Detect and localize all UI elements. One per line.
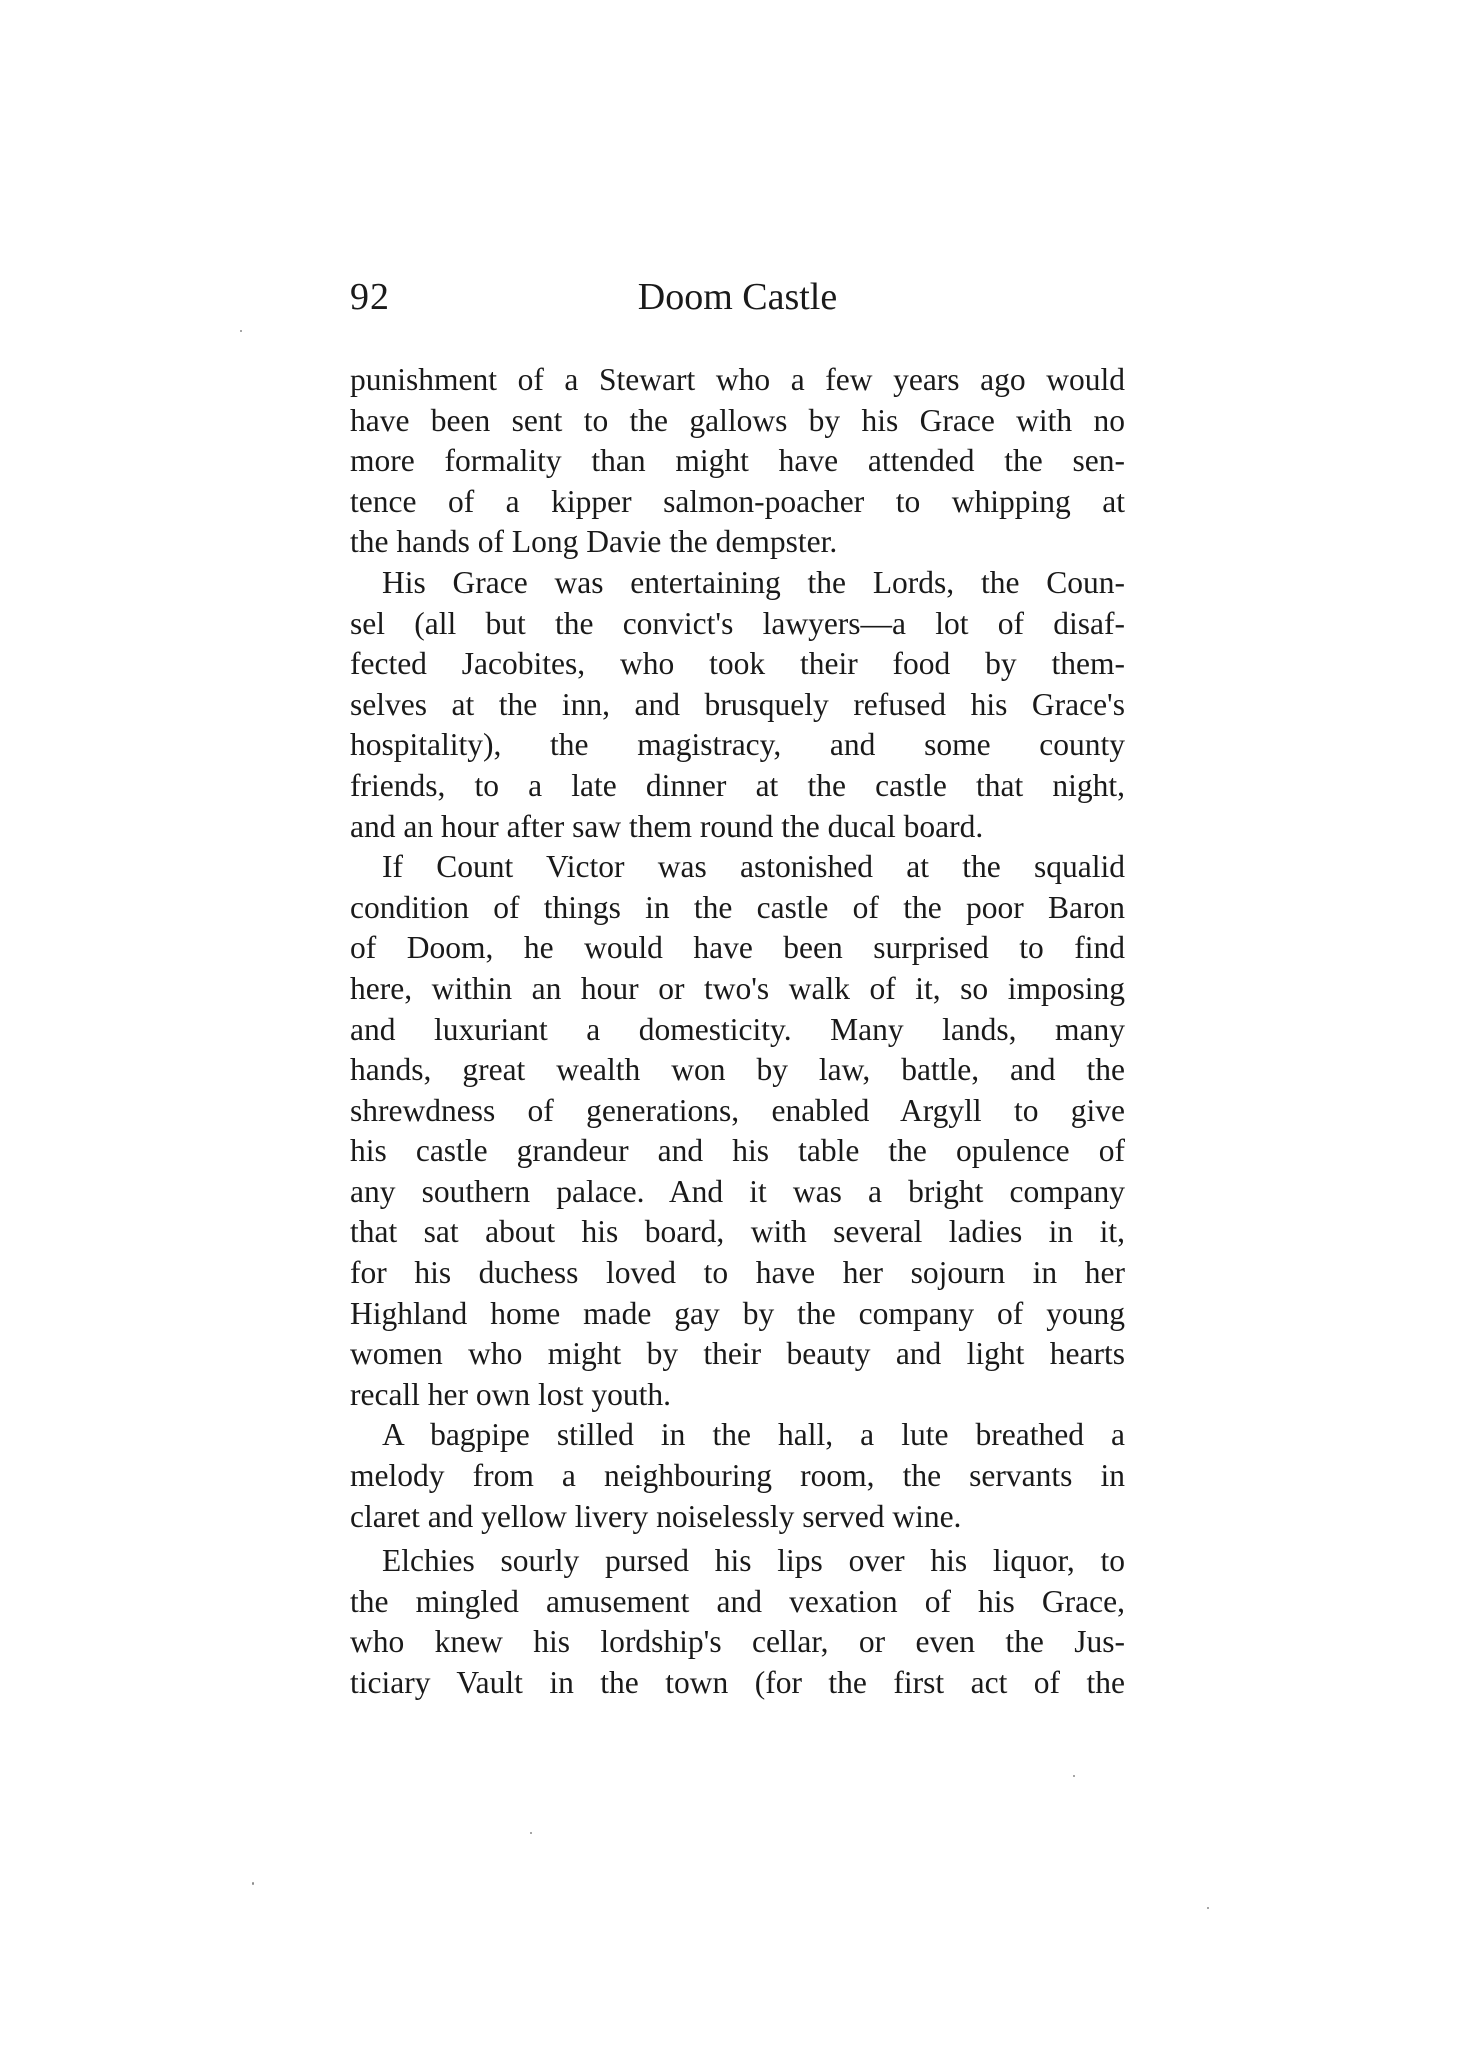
- paragraph: [350, 563, 1125, 847]
- body-text: [350, 360, 1125, 1704]
- text-line: of Doom, he would have been surprised to find: [350, 930, 1125, 966]
- page-number: 92: [350, 276, 390, 318]
- text-line: claret and yellow livery noiselessly served wine.: [350, 1498, 962, 1534]
- paragraph: [350, 1415, 1125, 1537]
- running-title: Doom Castle: [637, 276, 838, 318]
- text-line: and luxuriant a domesticity. Many lands, many: [350, 1011, 1125, 1047]
- text-line: fected Jacobites, who took their food by them-: [350, 646, 1125, 682]
- text-line: the hands of Long Davie the dempster.: [350, 524, 838, 560]
- text-line: more formality than might have attended the sen-: [350, 443, 1125, 479]
- text-line: have been sent to the gallows by his Grace with no: [350, 402, 1125, 438]
- text-line: the mingled amusement and vexation of his Grace,: [350, 1583, 1125, 1619]
- text-line: who knew his lordship's cellar, or even the Jus-: [350, 1624, 1125, 1660]
- text-line: A bagpipe stilled in the hall, a lute breathed a: [382, 1417, 1125, 1453]
- text-line: that sat about his board, with several ladies in it,: [350, 1214, 1125, 1250]
- scan-speck: [530, 1832, 532, 1834]
- text-line: hospitality), the magistracy, and some county: [350, 727, 1125, 763]
- text-line: women who might by their beauty and light hearts: [350, 1336, 1125, 1372]
- scan-speck: [1207, 1907, 1209, 1909]
- text-line: any southern palace. And it was a bright company: [350, 1173, 1125, 1209]
- text-line: tence of a kipper salmon-poacher to whipping at: [350, 483, 1125, 519]
- text-line: Highland home made gay by the company of young: [350, 1295, 1125, 1331]
- scan-speck: [240, 330, 242, 332]
- text-line: here, within an hour or two's walk of it, so imposing: [350, 970, 1125, 1006]
- paragraph: [350, 1541, 1125, 1703]
- paragraph: [350, 847, 1125, 1415]
- text-line: selves at the inn, and brusquely refused his Grace's: [350, 686, 1125, 722]
- text-line: for his duchess loved to have her sojourn in her: [350, 1255, 1125, 1291]
- text-line: sel (all but the convict's lawyers—a lot of disaf-: [350, 605, 1125, 641]
- text-line: punishment of a Stewart who a few years ago would: [350, 362, 1125, 397]
- text-line: his castle grandeur and his table the opulence of: [350, 1133, 1125, 1169]
- paragraph: [350, 360, 1125, 563]
- text-line: His Grace was entertaining the Lords, the Coun-: [382, 564, 1125, 600]
- text-line: friends, to a late dinner at the castle that night,: [350, 767, 1125, 803]
- text-line: and an hour after saw them round the ducal board.: [350, 808, 984, 844]
- text-line: hands, great wealth won by law, battle, and the: [350, 1052, 1125, 1088]
- page-header: [350, 272, 1125, 322]
- scan-speck: [252, 1882, 254, 1885]
- text-line: condition of things in the castle of the poor Baron: [350, 889, 1125, 925]
- text-line: ticiary Vault in the town (for the first act of the: [350, 1665, 1125, 1700]
- scan-speck: [1073, 1775, 1075, 1777]
- text-line: If Count Victor was astonished at the squalid: [382, 849, 1125, 885]
- text-line: melody from a neighbouring room, the servants in: [350, 1458, 1125, 1494]
- text-line: shrewdness of generations, enabled Argyll to give: [350, 1092, 1125, 1128]
- text-line: Elchies sourly pursed his lips over his liquor, to: [382, 1543, 1125, 1579]
- text-line: recall her own lost youth.: [350, 1376, 672, 1412]
